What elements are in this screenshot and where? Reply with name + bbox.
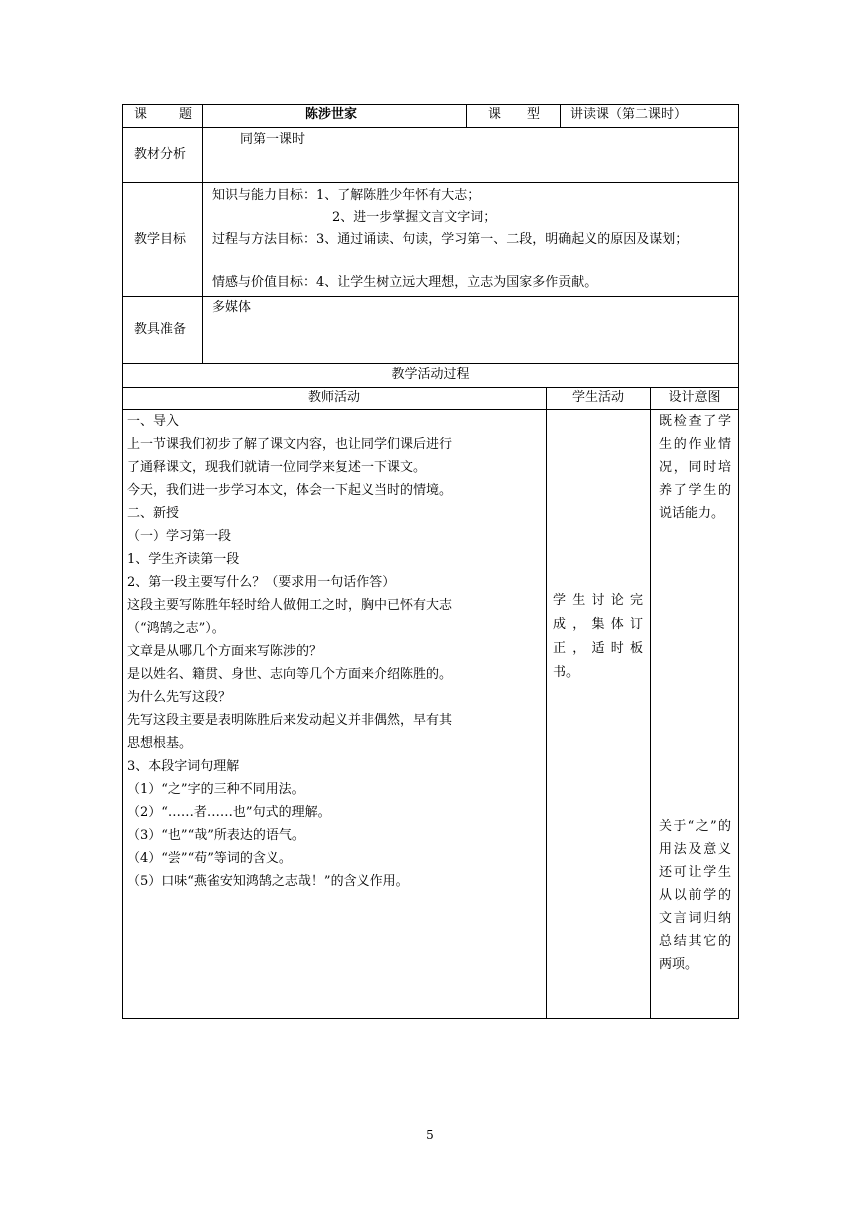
student-activity: 学生讨论完成，集体订正，适时板书。 [553,593,643,680]
teacher-line: 今天，我们进一步学习本文，体会一下起义当时的情境。 [127,483,453,498]
teacher-line: 3、本段字词句理解 [127,759,240,774]
row-divider [122,296,739,297]
teacher-line: 先写这段主要是表明陈胜后来发动起义并非偶然，早有其 [127,713,453,728]
teacher-line: （3）“也”“哉”所表达的语气。 [127,828,305,843]
material-value: 同第一课时 [240,132,306,147]
teacher-line: 这段主要写陈胜年轻时给人做佣工之时，胸中已怀有大志 [127,598,453,613]
col-header-student: 学生活动 [571,390,624,405]
teacher-line: 上一节课我们初步了解了课文内容，也让同学们课后进行 [127,437,453,452]
row-divider [122,127,739,128]
col-divider [560,104,561,127]
tools-label: 教具准备 [134,322,187,337]
col-divider [202,104,203,363]
col-divider [650,387,651,1019]
material-label: 教材分析 [134,147,187,162]
teacher-line: 为什么先写这段？ [127,690,232,705]
teacher-line: 二、新授 [127,506,180,521]
goal-line-4: 情感与价值目标：4、让学生树立远大理想，立志为国家多作贡献。 [212,275,598,290]
teacher-line: 一、导入 [127,414,180,429]
row-divider [122,182,739,183]
type-value: 讲读课（第二课时） [570,107,688,122]
design-intent-1: 既检查了学生的作业情况，同时培养了学生的说话能力。 [659,414,731,521]
teacher-activity [127,410,543,893]
teacher-line: 文章是从哪几个方面来写陈涉的？ [127,644,323,659]
tools-value: 多媒体 [212,300,252,315]
teacher-line: （4）“尝”“苟”等词的含义。 [127,851,292,866]
col-header-teacher: 教师活动 [307,390,360,405]
col-header-design: 设计意图 [668,390,721,405]
type-label: 课 型 [488,107,540,122]
goals-label: 教学目标 [134,232,187,247]
goal-line-1: 知识与能力目标：1、了解陈胜少年怀有大志； [212,188,481,203]
topic-label: 课 题 [134,107,192,122]
design-intent-2: 关于“之”的用法及意义还可让学生从以前学的文言词归纳总结其它的两项。 [659,819,731,972]
row-divider [122,363,739,364]
teacher-line: 是以姓名、籍贯、身世、志向等几个方面来介绍陈胜的。 [127,667,453,682]
teacher-line: 了通释课文，现我们就请一位同学来复述一下课文。 [127,460,427,475]
goal-line-3: 过程与方法目标：3、通过诵读、句读，学习第一、二段，明确起义的原因及谋划； [212,232,689,247]
teacher-line: （一）学习第一段 [127,529,232,544]
teacher-line: （5）口味“燕雀安知鸿鹄之志哉！”的含义作用。 [127,874,409,889]
teacher-line: 1、学生齐读第一段 [127,552,240,567]
goal-line-2: 2、进一步掌握文言文字词； [332,210,497,225]
teacher-line: （2）“……者……也”句式的理解。 [127,805,331,820]
process-title: 教学活动过程 [391,367,470,382]
teacher-line: （“鸿鹄之志”）。 [127,621,225,636]
teacher-line: 思想根基。 [127,736,193,751]
topic-value: 陈涉世家 [305,107,358,122]
page-number: 5 [426,1128,434,1142]
col-divider [466,104,467,127]
col-divider [546,387,547,1019]
teacher-line: （1）“之”字的三种不同用法。 [127,782,305,797]
teacher-line: 2、第一段主要写什么？（要求用一句话作答） [127,575,396,590]
